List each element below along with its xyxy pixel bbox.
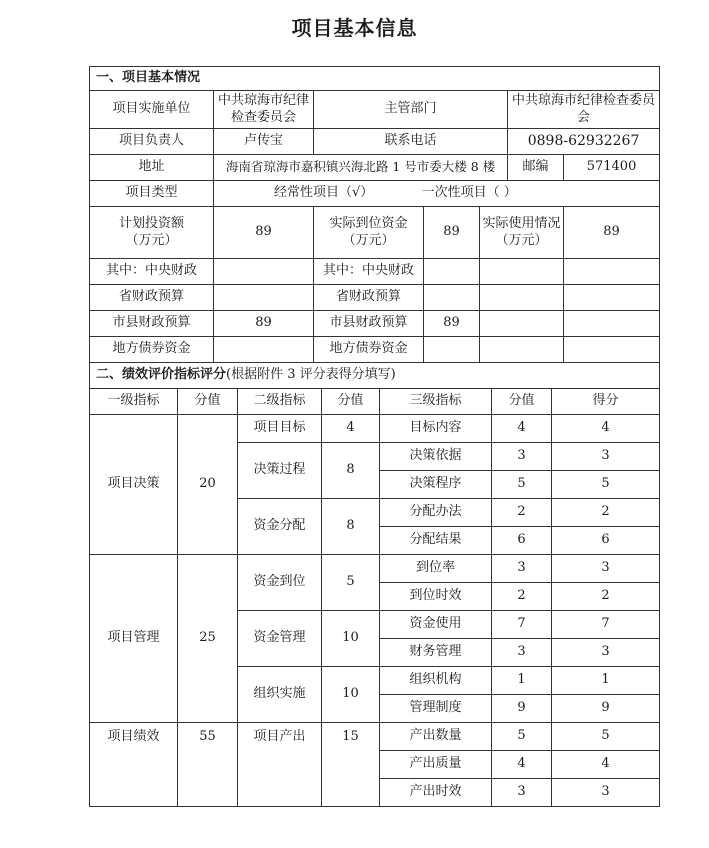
level3-name: 财务管理: [380, 639, 492, 667]
level2-name: 项目产出: [238, 723, 322, 807]
level3-got: 4: [552, 415, 660, 443]
col-header: 三级指标: [380, 389, 492, 415]
dept-label: 主管部门: [314, 91, 508, 129]
phone-value: 0898-62932267: [508, 129, 660, 155]
used-value: 89: [564, 207, 660, 259]
level2-score: 10: [322, 611, 380, 667]
table-row: [90, 555, 660, 583]
impl-unit-value: 中共琼海市纪律检查委员会: [214, 91, 314, 129]
zip-label: 邮编: [508, 155, 564, 181]
bond-label-a: 地方债券资金: [90, 337, 214, 363]
city-label-b: 市县财政预算: [314, 311, 424, 337]
city-value-b: 89: [424, 311, 480, 337]
arrived-label: 实际到位资金 （万元）: [314, 207, 424, 259]
bond-label-b: 地方债券资金: [314, 337, 424, 363]
project-info-table: [89, 66, 660, 363]
project-type: [214, 181, 660, 207]
owner-value: 卢传宝: [214, 129, 314, 155]
address-label: 地址: [90, 155, 214, 181]
dept-value: 中共琼海市纪律检查委员会: [508, 91, 660, 129]
level3-got: 2: [552, 583, 660, 611]
level3-got: 7: [552, 611, 660, 639]
table-row: [90, 415, 660, 443]
table-row: [90, 723, 660, 751]
level2-name: 资金管理: [238, 611, 322, 667]
phone-label: 联系电话: [314, 129, 508, 155]
level2-name: 组织实施: [238, 667, 322, 723]
level3-name: 分配办法: [380, 499, 492, 527]
col-header: 分值: [322, 389, 380, 415]
level3-got: 9: [552, 695, 660, 723]
level3-score: 3: [492, 639, 552, 667]
impl-unit-label: 项目实施单位: [90, 91, 214, 129]
level1-score: 20: [178, 415, 238, 555]
col-header: 一级指标: [90, 389, 178, 415]
plan-value: 89: [214, 207, 314, 259]
level3-name: 产出质量: [380, 751, 492, 779]
level3-score: 2: [492, 583, 552, 611]
type-label: 项目类型: [90, 181, 214, 207]
level3-name: 管理制度: [380, 695, 492, 723]
level1-score: 25: [178, 555, 238, 723]
level3-score: 5: [492, 471, 552, 499]
level2-name: 决策过程: [238, 443, 322, 499]
level2-name: 资金分配: [238, 499, 322, 555]
level2-score: 4: [322, 415, 380, 443]
used-label: 实际使用情况 （万元）: [480, 207, 564, 259]
plan-label: 计划投资额 （万元）: [90, 207, 214, 259]
level3-name: 分配结果: [380, 527, 492, 555]
city-value-a: 89: [214, 311, 314, 337]
level3-score: 3: [492, 443, 552, 471]
level2-score: 10: [322, 667, 380, 723]
arrived-value: 89: [424, 207, 480, 259]
score-header-row: [90, 389, 660, 415]
level2-score: 5: [322, 555, 380, 611]
level3-score: 4: [492, 751, 552, 779]
central-label-b: 其中：中央财政: [314, 259, 424, 285]
level3-got: 6: [552, 527, 660, 555]
level3-name: 决策程序: [380, 471, 492, 499]
col-header: 二级指标: [238, 389, 322, 415]
central-label-a: 其中：中央财政: [90, 259, 214, 285]
level3-score: 5: [492, 723, 552, 751]
level3-name: 资金使用: [380, 611, 492, 639]
level3-score: 9: [492, 695, 552, 723]
level3-got: 2: [552, 499, 660, 527]
level3-name: 目标内容: [380, 415, 492, 443]
level3-name: 到位率: [380, 555, 492, 583]
province-label-a: 省财政预算: [90, 285, 214, 311]
level3-got: 4: [552, 751, 660, 779]
city-label-a: 市县财政预算: [90, 311, 214, 337]
level3-got: 3: [552, 779, 660, 807]
level2-score: 8: [322, 443, 380, 499]
level1-name: 项目管理: [90, 555, 178, 723]
page-title: 项目基本信息: [291, 16, 418, 40]
level3-got: 3: [552, 555, 660, 583]
section1-heading: 一、项目基本情况: [90, 67, 660, 91]
owner-label: 项目负责人: [90, 129, 214, 155]
score-table: [89, 362, 660, 807]
level3-score: 3: [492, 779, 552, 807]
level1-name: 项目决策: [90, 415, 178, 555]
level3-got: 1: [552, 667, 660, 695]
level3-name: 决策依据: [380, 443, 492, 471]
col-header: 得分: [552, 389, 660, 415]
info-form: [89, 66, 659, 807]
level3-got: 5: [552, 471, 660, 499]
level1-score: 55: [178, 723, 238, 807]
province-label-b: 省财政预算: [314, 285, 424, 311]
level3-got: 3: [552, 639, 660, 667]
zip-value: 571400: [564, 155, 660, 181]
level3-got: 5: [552, 723, 660, 751]
level3-score: 7: [492, 611, 552, 639]
level3-got: 3: [552, 443, 660, 471]
level2-name: 项目目标: [238, 415, 322, 443]
col-header: 分值: [492, 389, 552, 415]
level1-name: 项目绩效: [90, 723, 178, 807]
col-header: 分值: [178, 389, 238, 415]
level3-score: 4: [492, 415, 552, 443]
level3-name: 组织机构: [380, 667, 492, 695]
level3-name: 产出数量: [380, 723, 492, 751]
level2-name: 资金到位: [238, 555, 322, 611]
level3-score: 2: [492, 499, 552, 527]
level3-name: 到位时效: [380, 583, 492, 611]
level3-score: 6: [492, 527, 552, 555]
central-value-a: [214, 259, 314, 285]
level3-name: 产出时效: [380, 779, 492, 807]
level3-score: 3: [492, 555, 552, 583]
level2-score: 15: [322, 723, 380, 807]
section2-heading: 二、绩效评价指标评分(根据附件 3 评分表得分填写): [90, 363, 660, 389]
central-value-b: [424, 259, 480, 285]
level2-score: 8: [322, 499, 380, 555]
type-once: 一次性项目（ ）: [421, 185, 517, 201]
level3-score: 1: [492, 667, 552, 695]
type-regular: 经常性项目（√）: [274, 185, 374, 201]
address-value: 海南省琼海市嘉积镇兴海北路 1 号市委大楼 8 楼: [214, 155, 508, 181]
